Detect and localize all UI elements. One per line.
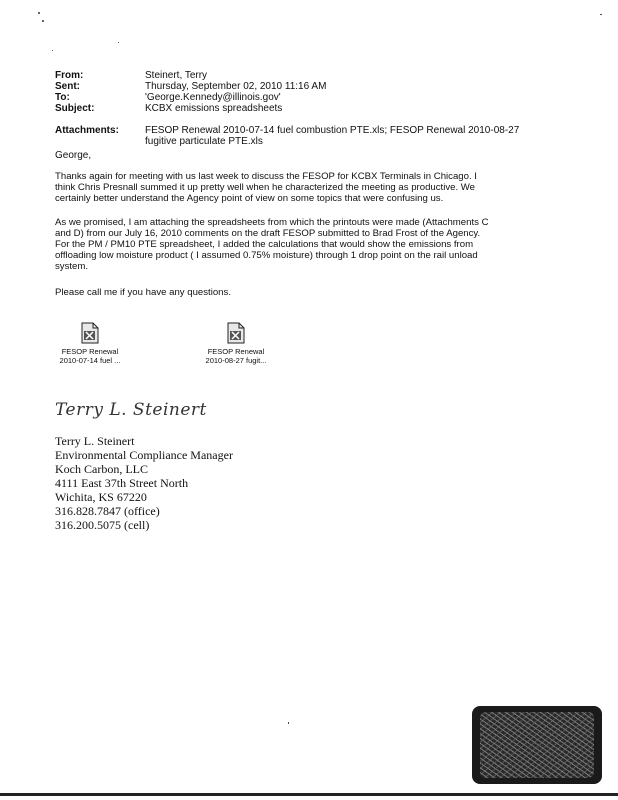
signature-street: 4111 East 37th Street North <box>55 476 189 490</box>
signature-cell-phone: 316.200.5075 (cell) <box>55 518 150 532</box>
paragraph-1 <box>55 171 515 204</box>
signature-block <box>55 434 233 532</box>
paragraph-2 <box>55 217 515 272</box>
attachment-name-line1: FESOP Renewal <box>207 347 265 356</box>
scan-speck <box>600 14 602 15</box>
excel-file-icon <box>227 322 245 344</box>
attachment-name-line1: FESOP Renewal <box>61 347 119 356</box>
paragraph-line: Thanks again for meeting with us last week to discuss the FESOP for KCBX Terminals in Chicago. I <box>55 171 477 182</box>
paragraph-line: and D) from our July 16, 2010 comments on the draft FESOP submitted to Brad Frost of the Agency. <box>55 228 481 239</box>
signature-office-phone: 316.828.7847 (office) <box>55 504 160 518</box>
attachments-value-line2: fugitive particulate PTE.xls <box>145 136 263 147</box>
signature-title: Environmental Compliance Manager <box>55 448 233 462</box>
sent-value: Thursday, September 02, 2010 11:16 AM <box>145 81 327 92</box>
attachment-1[interactable] <box>50 322 130 365</box>
subject-label: Subject: <box>55 103 95 114</box>
attachment-name-line2: 2010-08-27 fugit... <box>205 356 267 365</box>
paragraph-line: offloading low moisture product ( I assumed 0.75% moisture) through 1 drop point on the rail unload <box>55 250 478 261</box>
excel-file-icon <box>81 322 99 344</box>
paragraph-line: For the PM / PM10 PTE spreadsheet, I added the calculations that would show the emissions from <box>55 239 474 250</box>
signature-name: Terry L. Steinert <box>55 434 135 448</box>
attachments-value-line1: FESOP Renewal 2010-07-14 fuel combustion PTE.xls; FESOP Renewal 2010-08-27 <box>145 125 520 136</box>
subject-value: KCBX emissions spreadsheets <box>145 103 283 114</box>
from-label: From: <box>55 70 84 81</box>
signature-city: Wichita, KS 67220 <box>55 490 147 504</box>
scan-speck <box>52 50 53 51</box>
attachment-name-line2: 2010-07-14 fuel ... <box>59 356 121 365</box>
paragraph-line: certainly better understand the Agency point of view on some topics that were confusing us. <box>55 193 444 204</box>
handwritten-signature: Terry L. Steinert <box>55 400 207 420</box>
paragraph-3: Please call me if you have any questions. <box>55 287 231 298</box>
to-label: To: <box>55 92 70 103</box>
paragraph-line: system. <box>55 261 89 272</box>
scan-speck <box>288 722 289 724</box>
scan-speck <box>118 42 119 43</box>
attachments-label: Attachments: <box>55 125 119 136</box>
sent-label: Sent: <box>55 81 80 92</box>
from-value: Steinert, Terry <box>145 70 208 81</box>
paragraph-line: As we promised, I am attaching the spreadsheets from which the printouts were made (Attachments C <box>55 217 489 228</box>
scan-speck <box>38 12 40 14</box>
redaction-stamp <box>472 706 602 784</box>
paragraph-line: think Chris Presnall summed it up pretty well when he characterized the meeting as productive. We <box>55 182 476 193</box>
scan-speck <box>42 20 44 22</box>
salutation: George, <box>55 150 92 161</box>
stamp-texture <box>480 712 594 778</box>
scan-edge-line <box>0 793 618 796</box>
signature-company: Koch Carbon, LLC <box>55 462 148 476</box>
attachment-2[interactable] <box>196 322 276 365</box>
to-value: 'George.Kennedy@illinois.gov' <box>145 92 281 103</box>
